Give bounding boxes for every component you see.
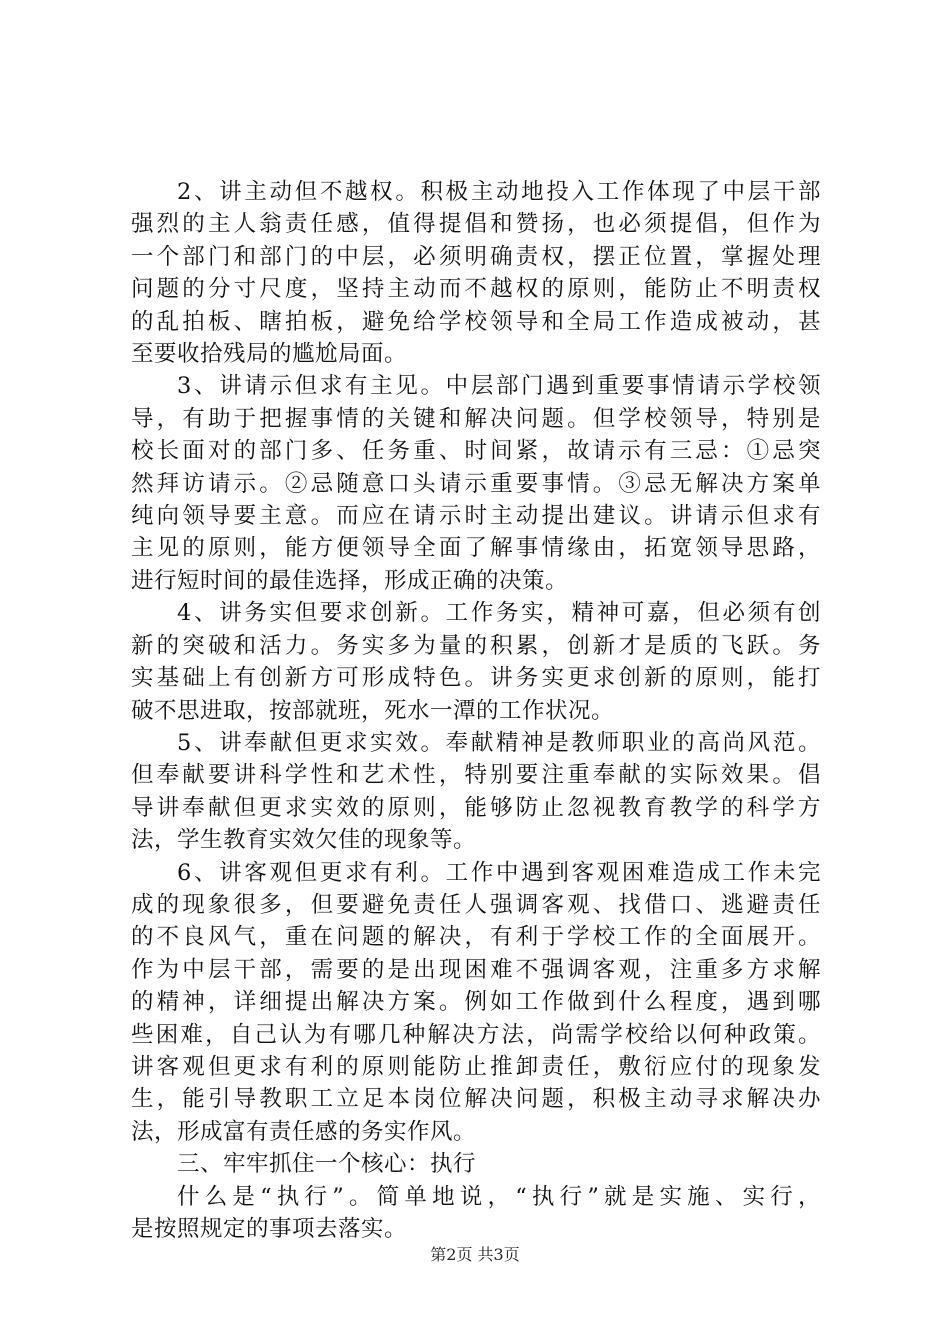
paragraph-line: 进行短时间的最佳选择，形成正确的决策。 <box>131 567 569 594</box>
paragraph <box>131 727 821 857</box>
paragraph-line: 成的现象很多，但要避免责任人强调客观、找借口、逃避责任 <box>131 891 821 918</box>
paragraph <box>131 857 821 1149</box>
paragraph-line: 6、讲客观但更求有利。工作中遇到客观困难造成工作未完 <box>177 859 821 886</box>
paragraph-line: 然拜访请示。②忌随意口头请示重要事情。③忌无解决方案单 <box>131 470 821 497</box>
paragraph-line: 导讲奉献但更求实效的原则，能够防止忽视教育教学的科学方 <box>131 794 821 821</box>
paragraph-line: 些困难，自己认为有哪几种解决方法，尚需学校给以何种政策。 <box>131 1021 821 1048</box>
paragraph-line: 4、讲务实但要求创新。工作务实，精神可嘉，但必须有创 <box>177 600 821 627</box>
paragraph-line: 实基础上有创新方可形成特色。讲务实更求创新的原则，能打 <box>131 665 821 692</box>
paragraph <box>131 370 821 597</box>
paragraph-line: 是按照规定的事项去落实。 <box>131 1216 408 1242</box>
paragraph-line: 纯向领导要主意。而应在请示时主动提出建议。讲请示但求有 <box>131 503 821 530</box>
paragraph-line: 的不良风气，重在问题的解决，有利于学校工作的全面展开。 <box>131 924 821 951</box>
paragraph-line: 2、讲主动但不越权。积极主动地投入工作体现了中层干部 <box>177 179 821 205</box>
paragraph-line: 什么是“执行”。简单地说，“执行”就是实施、实行， <box>177 1183 821 1210</box>
paragraph-line: 问题的分寸尺度，坚持主动而不越权的原则，能防止不明责权 <box>131 276 821 303</box>
paragraph-line: 新的突破和活力。务实多为量的积累，创新才是质的飞跃。务 <box>131 632 821 659</box>
paragraph-line: 讲客观但更求有利的原则能防止推卸责任，敷衍应付的现象发 <box>131 1053 821 1080</box>
paragraph-line: 的乱拍板、瞎拍板，避免给学校领导和全局工作造成被动，甚 <box>131 308 821 335</box>
paragraph-line: 校长面对的部门多、任务重、时间紧，故请示有三忌：①忌突 <box>131 438 821 465</box>
paragraph <box>131 1181 821 1246</box>
paragraph-line: 作为中层干部，需要的是出现困难不强调客观，注重多方求解 <box>131 956 821 983</box>
paragraph-line: 法，形成富有责任感的务实作风。 <box>131 1118 477 1145</box>
paragraph-line: 法，学生教育实效欠佳的现象等。 <box>131 827 477 854</box>
paragraph-line: 的精神，详细提出解决方案。例如工作做到什么程度，遇到哪 <box>131 989 821 1016</box>
page-footer: 第2页 共3页 <box>430 1245 520 1264</box>
paragraph <box>131 176 821 370</box>
paragraph-line: 强烈的主人翁责任感，值得提倡和赞扬，也必须提倡，但作为 <box>131 211 821 238</box>
paragraph-line: 导，有助于把握事情的关键和解决问题。但学校领导，特别是 <box>131 405 821 432</box>
paragraph-line: 至要收拾残局的尴尬局面。 <box>131 341 408 368</box>
paragraph-line: 生，能引导教职工立足本岗位解决问题，积极主动寻求解决办 <box>131 1086 821 1113</box>
paragraph-line: 一个部门和部门的中层，必须明确责权，摆正位置，掌握处理 <box>131 243 821 270</box>
paragraph <box>131 597 821 727</box>
paragraph <box>131 1148 821 1180</box>
paragraph-line: 但奉献要讲科学性和艺术性，特别要注重奉献的实际效果。倡 <box>131 762 821 789</box>
paragraph-line: 三、牢牢抓住一个核心：执行 <box>177 1151 477 1178</box>
paragraph-line: 主见的原则，能方便领导全面了解事情缘由，拓宽领导思路， <box>131 535 821 562</box>
paragraph-line: 5、讲奉献但更求实效。奉献精神是教师职业的高尚风范。 <box>177 729 821 756</box>
paragraph-line: 3、讲请示但求有主见。中层部门遇到重要事情请示学校领 <box>177 373 821 400</box>
paragraph-line: 破不思进取，按部就班，死水一潭的工作状况。 <box>131 697 615 724</box>
document-body <box>131 176 821 1245</box>
